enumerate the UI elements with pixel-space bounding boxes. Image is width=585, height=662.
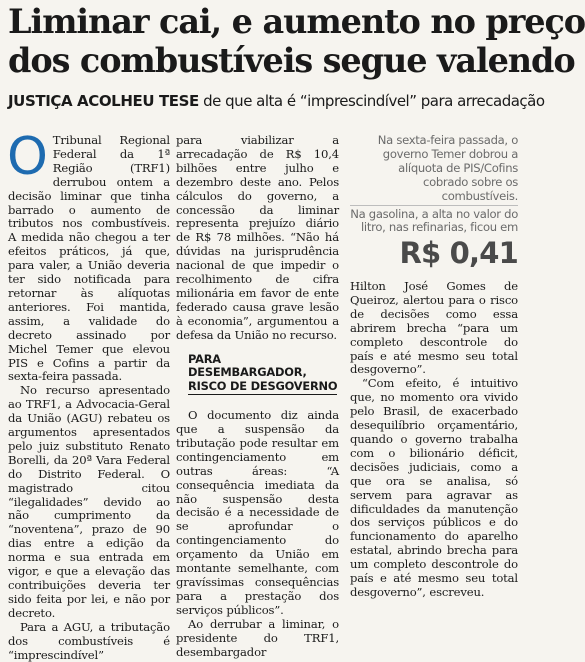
article-paragraph: Hilton José Gomes de Queiroz, alertou para o risco de decisões como essa abrirem brecha “para um completo descontrole do país e até mesmo seu total desgoverno”. (350, 279, 518, 377)
callout-box (350, 134, 518, 270)
article-column-2 (176, 134, 339, 659)
section-heading-line-1: PARA DESEMBARGADOR, (188, 351, 307, 380)
article-paragraph: para viabilizar a arrecadação de R$ 10,4 bilhões entre julho e dezembro deste ano. Pelos cálculos do governo, a concessão da liminar representa prejuízo diário de R$ 78 milhões. “Não há dúvidas na jurisprudência nacional de que impedir o recolhimento de cifra milionária em favor de ente federado causa grave lesão à economia”, argumentou a defesa da União no recurso. (176, 133, 339, 342)
article-paragraph: Ao derrubar a liminar, o presidente do TRF1, desembargador (176, 616, 339, 659)
headline-line-2: dos combustíveis segue valendo (8, 41, 575, 80)
section-heading-line-2: RISCO DE DESGOVERNO (188, 380, 337, 396)
subheadline (8, 91, 545, 111)
callout-text-2: Na gasolina, a alta no valor do litro, nas refinarias, ficou em (350, 206, 518, 235)
callout-divider (350, 205, 518, 206)
article-column-1 (7, 127, 170, 662)
article-paragraph: Tribunal Regional Federal da 1ª Região (TRF1) derrubou ontem a decisão liminar que tinha barrado o aumento de tributos nos combustíveis. A medida não chegou a ter efeitos práticos, já que, para valer, a União deveria ter sido notificada para retornar às alíquotas anteriores. Foi mantida, assim, a validade do decreto assinado por Michel Temer que elevou PIS e Cofins a partir da sexta-feira passada. (8, 133, 170, 384)
article-paragraph: Para a AGU, a tributação dos combustíveis é “imprescindível” (8, 619, 170, 662)
subheadline-kicker: JUSTIÇA ACOLHEU TESE (8, 92, 199, 110)
callout-text-1: Na sexta-feira passada, o governo Temer dobrou a alíquota de PIS/Cofins cobrado sobre os combustíveis. (377, 133, 518, 203)
section-heading (188, 353, 339, 396)
subheadline-text: de que alta é “imprescindível” para arrecadação (198, 92, 545, 110)
article-paragraph: No recurso apresentado ao TRF1, a Advocacia-Geral da União (AGU) rebateu os argumentos apresentados pelo juiz substituto Renato Borelli, da 20ª Vara Federal do Distrito Federal. O magistrado citou “ilegalidades” devido ao não cumprimento da “noventena”, prazo de 90 dias entre a edição da norma e sua entrada em vigor, e que a elevação das contribuições deveria ter sido feita por lei, e não por decreto. (8, 383, 170, 620)
article-paragraph: “Com efeito, é intuitivo que, no momento ora vivido pelo Brasil, de exacerbado desequilíbrio orçamentário, quando o governo trabalha com o bilionário déficit, decisões judiciais, como a que ora se analisa, só servem para agravar as dificuldades da manutenção dos serviços públicos e do funcionamento do aparelho estatal, abrindo brecha para um completo descontrole do país e até mesmo seu total desgoverno”, escreveu. (350, 376, 518, 599)
callout-amount: R$ 0,41 (399, 236, 518, 271)
drop-cap: O (7, 127, 48, 187)
article-paragraph: O documento diz ainda que a suspensão da tributação pode resultar em contingenciamento em outras áreas: “A consequência imediata da não suspensão desta decisão é a necessidade de se aprofundar o contingenciamento do orçamento da União em montante semelhante, com gravíssimas consequências para a prestação dos serviços públicos”. (176, 408, 339, 617)
headline-line-1: Liminar cai, e aumento no preço (8, 2, 585, 41)
headline (8, 2, 585, 80)
article-column-3 (350, 280, 518, 600)
